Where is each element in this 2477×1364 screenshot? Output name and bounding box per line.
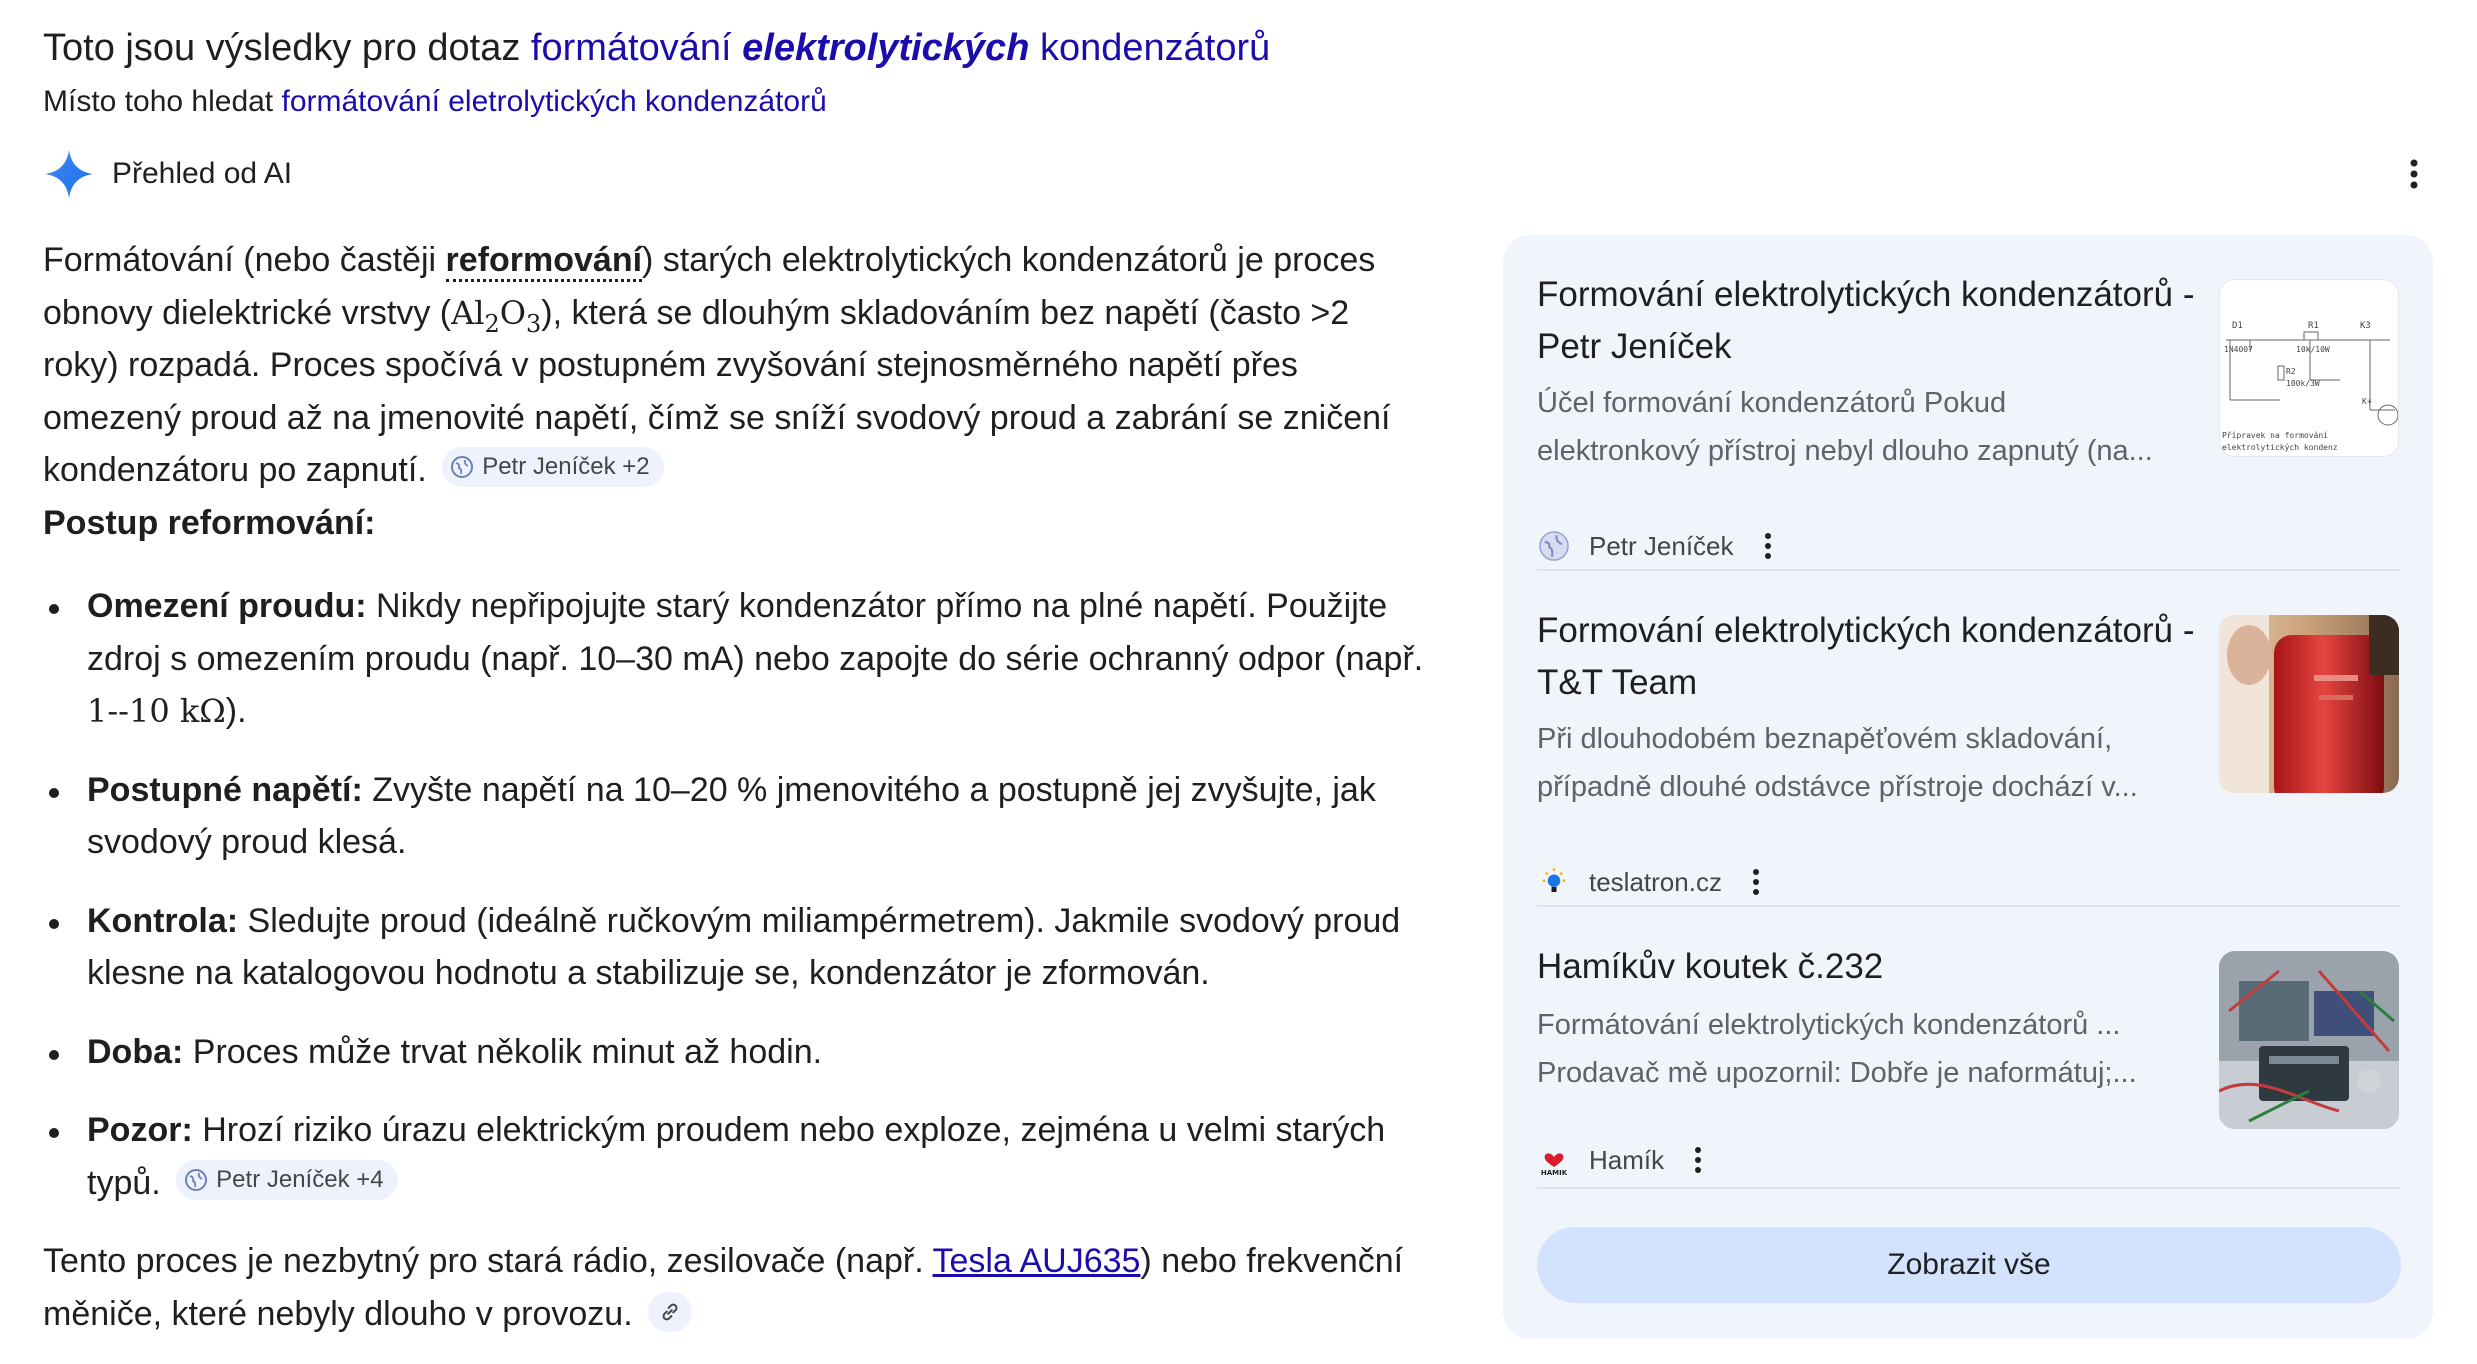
ai-overview-body xyxy=(43,234,1433,1340)
svg-text:elektrolytických kondenz: elektrolytických kondenz xyxy=(2222,443,2338,452)
svg-text:HAMIK: HAMIK xyxy=(1540,1169,1568,1177)
svg-text:D1: D1 xyxy=(2232,321,2243,331)
section-heading: Postup reformování: xyxy=(43,503,376,542)
list-item: Pozor: Hrozí riziko úrazu elektrickým proudem nebo exploze, zejména u velmi starých typů. Petr Jeníček +4 xyxy=(43,1104,1433,1209)
corrected-query-link[interactable]: formátování elektrolytických kondenzátorů xyxy=(530,27,1271,69)
lightbulb-icon xyxy=(1537,865,1571,899)
list-item: Doba: Proces může trvat několik minut až hodin. xyxy=(43,1026,1433,1079)
correction-prefix: Toto jsou výsledky pro dotaz xyxy=(43,27,521,69)
source-title[interactable]: Hamíkův koutek č.232 xyxy=(1537,947,1884,986)
svg-text:K+: K+ xyxy=(2362,397,2372,406)
list-item: Postupné napětí: Zvyšte napětí na 10–20 % jmenovitého a postupně jej zvyšujte, jak svodový proud klesá. xyxy=(43,764,1433,869)
source-site: teslatron.cz xyxy=(1589,866,1722,897)
tesla-link[interactable]: Tesla AUJ635 xyxy=(932,1242,1141,1280)
globe-icon xyxy=(450,455,474,479)
search-instead: Místo toho hledat formátování eletrolytických kondenzátorů xyxy=(43,85,827,118)
sources-panel xyxy=(1503,235,2433,1339)
more-options-icon[interactable] xyxy=(2390,150,2438,198)
divider xyxy=(1537,1187,2401,1189)
show-all-button[interactable]: Zobrazit vše xyxy=(1537,1227,2401,1303)
source-chip[interactable]: Petr Jeníček +4 xyxy=(176,1160,397,1200)
svg-text:R1: R1 xyxy=(2308,321,2319,331)
globe-icon xyxy=(184,1168,208,1192)
list-item: Omezení proudu: Nikdy nepřipojujte starý kondenzátor přímo na plné napětí. Použijte zdroj s omezením proudu (např. 10–30 mA) nebo zapojte do série ochranný odpor (např. 1--10 kΩ). xyxy=(43,580,1433,738)
svg-text:Přípravek na formování: Přípravek na formování xyxy=(2222,431,2328,440)
list-item: Kontrola: Sledujte proud (ideálně ručkovým miliampérmetrem). Jakmile svodový proud klesne na katalogovou hodnotu a stabilizuje se, kondenzátor je zformován. xyxy=(43,895,1433,1000)
source-snippet: Účel formování kondenzátorů Pokud elektronkový přístroj nebyl dlouho zapnutý (na... xyxy=(1537,387,2153,467)
source-meta xyxy=(1537,1143,1710,1177)
formula-al2o3: $Al_2O_3$ xyxy=(451,293,542,338)
source-meta xyxy=(1537,529,1780,563)
sparkle-icon xyxy=(43,148,95,200)
ai-overview-header xyxy=(43,146,292,202)
divider xyxy=(1537,905,2401,907)
source-site: Hamík xyxy=(1589,1144,1665,1175)
more-options-icon[interactable] xyxy=(1686,1143,1710,1177)
source-snippet: Při dlouhodobém beznapěťovém skladování, případně dlouhé odstávce přístroje dochází v... xyxy=(1537,723,2138,803)
source-thumbnail[interactable] xyxy=(2219,615,2399,793)
more-options-icon[interactable] xyxy=(1744,865,1768,899)
steps-list xyxy=(43,580,1433,1209)
ai-overview-title: Přehled od AI xyxy=(112,157,293,190)
more-options-icon[interactable] xyxy=(1756,529,1780,563)
spelling-correction xyxy=(43,24,1270,72)
source-title[interactable]: Formování elektrolytických kondenzátorů - Petr Jeníček xyxy=(1537,275,2195,366)
svg-text:K3: K3 xyxy=(2360,321,2371,331)
divider xyxy=(1537,569,2401,571)
source-meta xyxy=(1537,865,1768,899)
closing-paragraph: Tento proces je nezbytný pro stará rádio, zesilovače (např. Tesla AUJ635) nebo frekvenční měniče, které nebyly dlouho v provozu. xyxy=(43,1242,1404,1333)
source-title[interactable]: Formování elektrolytických kondenzátorů - T&T Team xyxy=(1537,611,2195,702)
source-thumbnail[interactable] xyxy=(2219,279,2399,457)
source-thumbnail[interactable] xyxy=(2219,951,2399,1129)
source-chip[interactable]: Petr Jeníček +2 xyxy=(442,447,663,487)
link-chip[interactable] xyxy=(648,1292,692,1332)
intro-paragraph: Formátování (nebo častěji reformování) starých elektrolytických kondenzátorů je proces obnovy dielektrické vrstvy $(Al_2O_3)$, která se dlouhým skladováním bez napětí (často >2 roky) rozpadá. Proces spočívá v postupném zvyšování stejnosměrného napětí přes omezený proud až na jmenovité napětí, čímž se sníží svodový proud a zabrání se zničení kondenzátoru po zapnutí. Petr Jeníček +2 xyxy=(43,241,1391,489)
svg-text:100k/3W: 100k/3W xyxy=(2286,379,2320,388)
svg-text:R2: R2 xyxy=(2286,367,2296,376)
keyword-reformovani[interactable]: reformování xyxy=(446,241,643,282)
globe-icon xyxy=(1537,529,1571,563)
source-site: Petr Jeníček xyxy=(1589,530,1734,561)
svg-text:1N4007: 1N4007 xyxy=(2224,345,2253,354)
svg-text:10k/10W: 10k/10W xyxy=(2296,345,2330,354)
source-snippet: Formátování elektrolytických kondenzátorů ... Prodavač mě upozornil: Dobře je naformátuj;... xyxy=(1537,1009,2137,1089)
search-instead-link[interactable]: formátování eletrolytických kondenzátorů xyxy=(281,85,827,118)
link-icon xyxy=(659,1301,681,1323)
hamik-logo xyxy=(1537,1143,1571,1177)
